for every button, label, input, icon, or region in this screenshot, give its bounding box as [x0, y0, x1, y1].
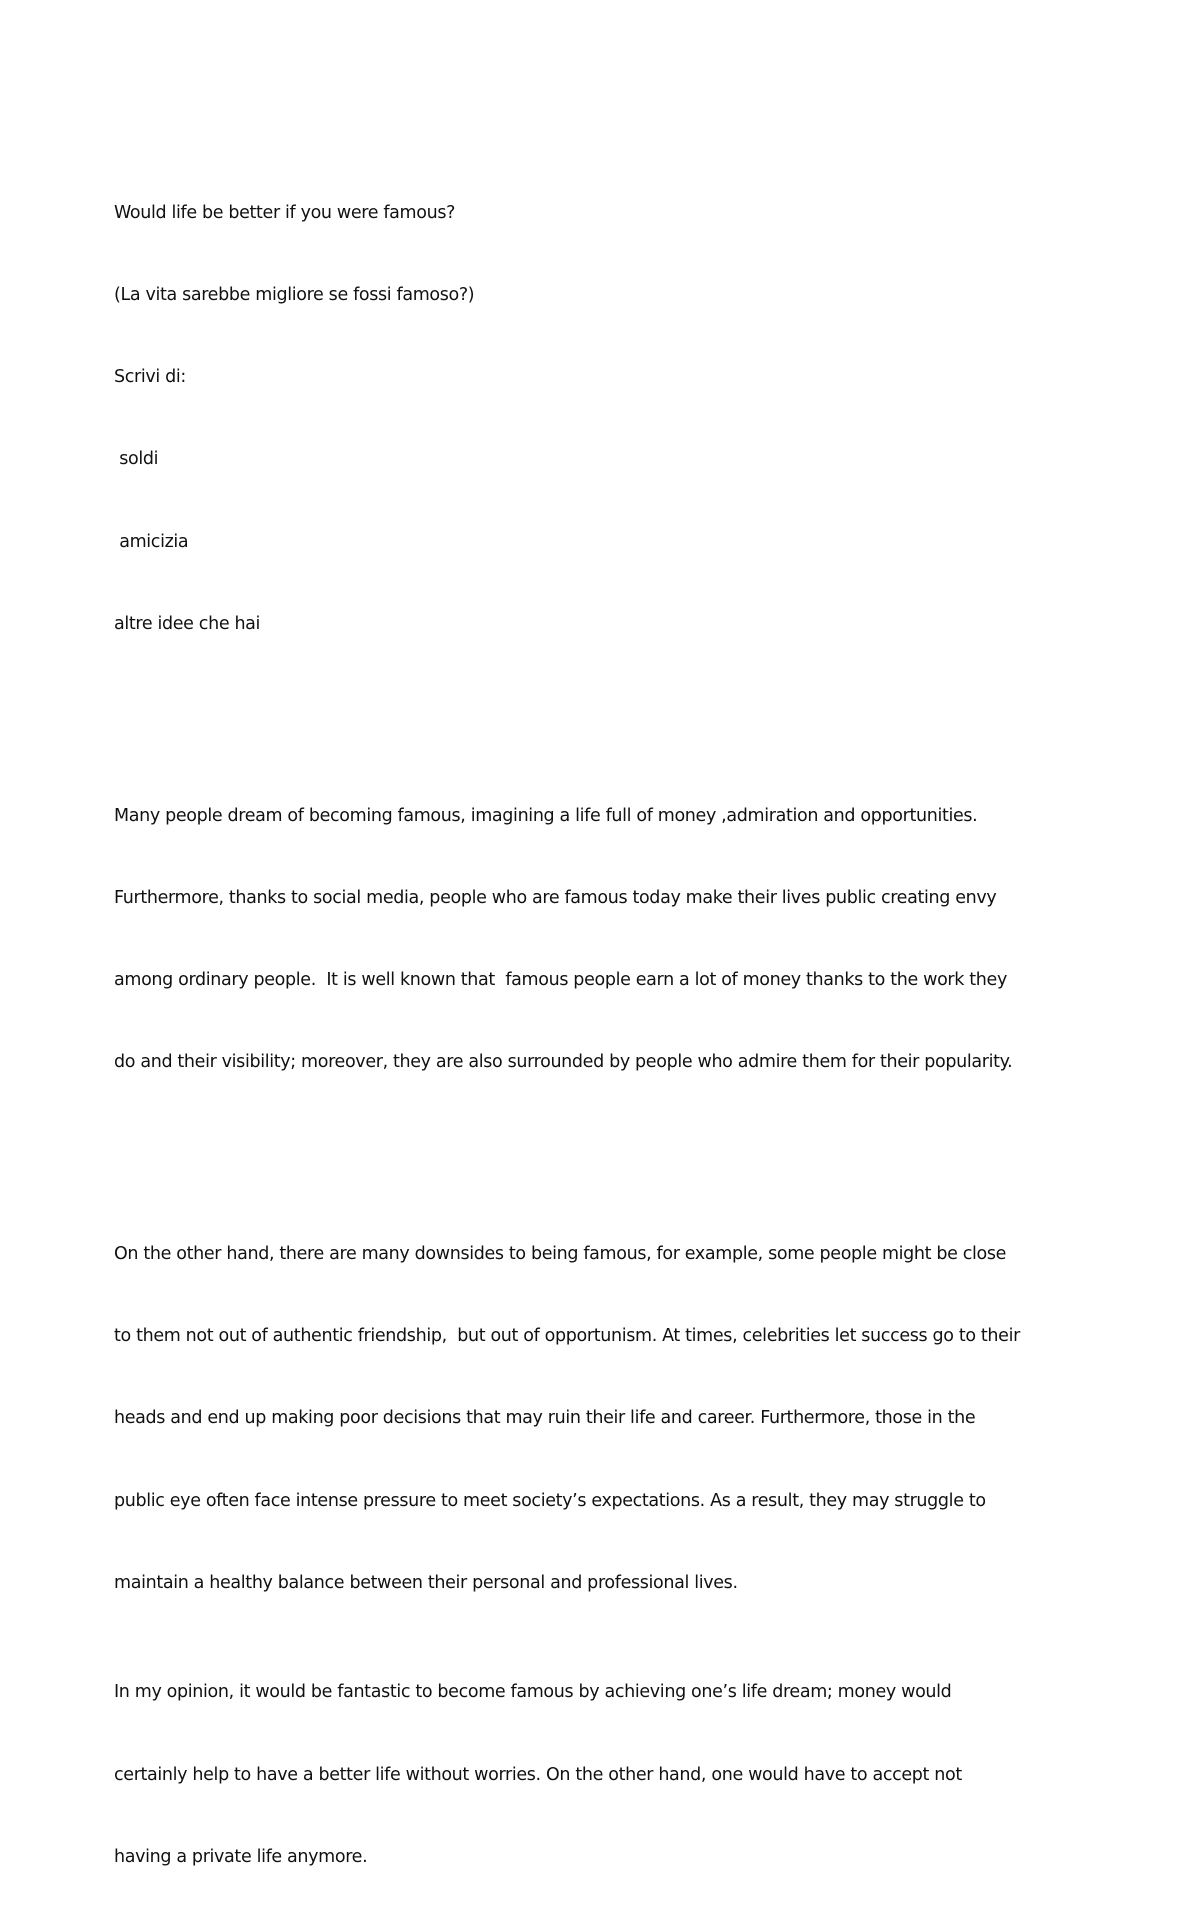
essay-paragraph3-line: having a private life anymore. — [114, 1846, 368, 1867]
prompt-translation: (La vita sarebbe migliore se fossi famoso?) — [114, 285, 475, 306]
prompt-topic-other-ideas: altre idee che hai — [114, 613, 261, 634]
essay-paragraph2-line: public eye often face intense pressure to meet society’s expectations. As a result, they may struggle to — [114, 1490, 986, 1511]
essay-paragraph1-line: do and their visibility; moreover, they are also surrounded by people who admire them for their popularity. — [114, 1052, 1013, 1073]
document-body — [114, 145, 1114, 1926]
paragraph-spacer — [114, 693, 1114, 720]
essay-paragraph2-line: On the other hand, there are many downsides to being famous, for example, some people might be close — [114, 1244, 1007, 1265]
essay-paragraph1-line: among ordinary people. It is well known that famous people earn a lot of money thanks to the work they — [114, 970, 1007, 991]
prompt-topic-friendship: amicizia — [114, 531, 189, 552]
paragraph-spacer — [114, 1131, 1114, 1158]
essay-paragraph1-line: Furthermore, thanks to social media, people who are famous today make their lives public creating envy — [114, 887, 997, 908]
essay-paragraph1-line: Many people dream of becoming famous, imagining a life full of money ,admiration and opportunities. — [114, 805, 978, 826]
prompt-topic-money: soldi — [114, 449, 159, 470]
essay-paragraph3-line: certainly help to have a better life without worries. On the other hand, one would have to accept not — [114, 1764, 962, 1785]
essay-paragraph2-line: heads and end up making poor decisions that may ruin their life and career. Furthermore, those in the — [114, 1408, 976, 1429]
prompt-question: Would life be better if you were famous? — [114, 202, 456, 223]
essay-paragraph2-line: to them not out of authentic friendship, but out of opportunism. At times, celebrities let success go to their — [114, 1326, 1020, 1347]
essay-paragraph2-line: maintain a healthy balance between their personal and professional lives. — [114, 1572, 738, 1593]
prompt-instruction: Scrivi di: — [114, 367, 186, 388]
essay-paragraph3-line: In my opinion, it would be fantastic to become famous by achieving one’s life dream; money would — [114, 1682, 952, 1703]
